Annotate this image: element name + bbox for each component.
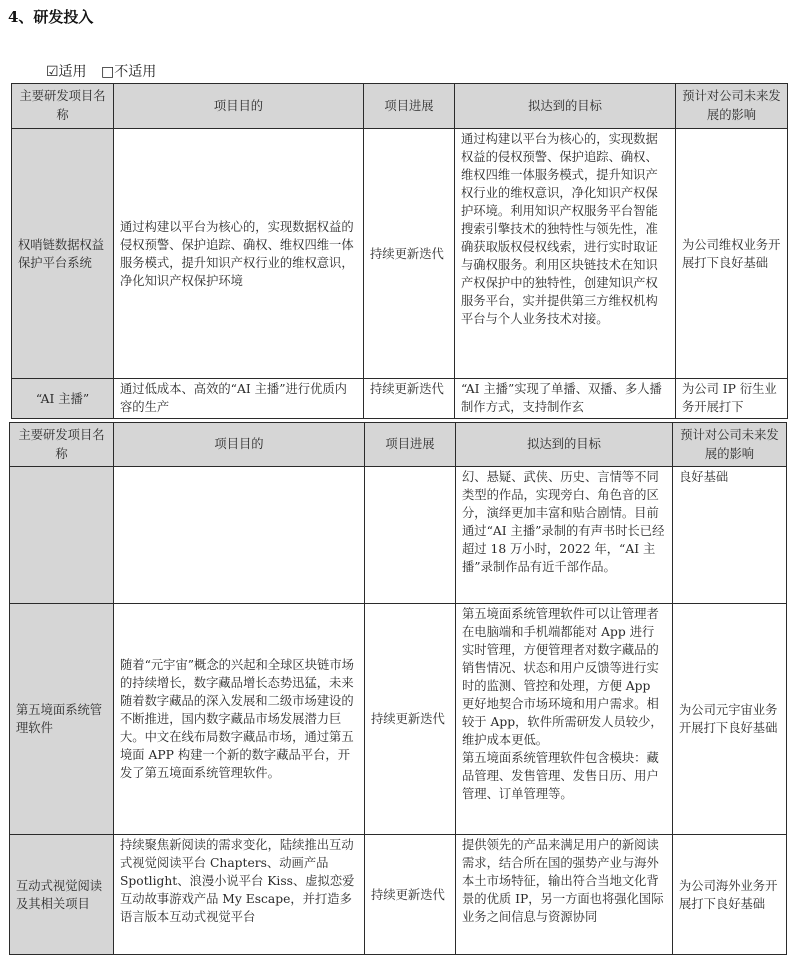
- project-name: 第五境面系统管理软件: [10, 604, 114, 835]
- header-project-name: 主要研发项目名称: [10, 423, 114, 467]
- project-goal: 提供领先的产品来满足用户的新阅读需求，结合所在国的强势产业与海外本土市场特征，输出符合当地文化背景的优质 IP，另一方面也将强化国际业务之间信息与资源协同: [456, 835, 673, 955]
- table-row: [12, 379, 788, 419]
- table-header-row: [10, 423, 787, 467]
- project-purpose-empty: [114, 467, 365, 604]
- not-applicable-checkbox[interactable]: □不适用: [101, 64, 157, 80]
- applicable-checkbox[interactable]: ☑适用: [46, 64, 87, 80]
- project-purpose: 持续聚焦新阅读的需求变化，陆续推出互动式视觉阅读平台 Chapters、动画产品 Spotlight、浪漫小说平台 Kiss、虚拟恋爱互动故事游戏产品 My Escape，并打造多语言版本互动式视觉平台: [114, 835, 365, 955]
- project-purpose: 通过构建以平台为核心的，实现数据权益的侵权预警、保护追踪、确权、维权四维一体服务模式，提升知识产权行业的维权意识，净化知识产权保护环境: [114, 129, 364, 379]
- header-purpose: 项目目的: [114, 423, 365, 467]
- project-impact: 为公司海外业务开展打下良好基础: [673, 835, 787, 955]
- project-name: “AI 主播”: [12, 379, 114, 419]
- table-row: [10, 835, 787, 955]
- project-impact: 良好基础: [673, 467, 787, 604]
- project-purpose: 随着“元宇宙”概念的兴起和全球区块链市场的持续增长，数字藏品增长态势迅猛，未来随着数字藏品的深入发展和二级市场建设的不断推进，国内数字藏品市场发展潜力巨大。中文在线布局数字藏品市场，通过第五境面 APP 构建一个新的数字藏品平台，开发了第五境面系统管理软件。: [114, 604, 365, 835]
- table-header-row: [12, 84, 788, 129]
- header-progress: 项目进展: [364, 84, 455, 129]
- project-impact: 为公司元宇宙业务开展打下良好基础: [673, 604, 787, 835]
- section-heading: 4、研发投入: [8, 8, 94, 26]
- project-purpose: 通过低成本、高效的“AI 主播”进行优质内容的生产: [114, 379, 364, 419]
- project-goal: 幻、悬疑、武侠、历史、言情等不同类型的作品，实现旁白、角色音的区分，演绎更加丰富和贴合剧情。目前通过“AI 主播”录制的有声书时长已经超过 18 万小时，2022 年，“AI 主播”录制作品有近千部作品。: [456, 467, 673, 604]
- project-progress: 持续更新迭代: [365, 835, 456, 955]
- project-name: 互动式视觉阅读及其相关项目: [10, 835, 114, 955]
- rd-projects-table-page2: [9, 422, 787, 955]
- header-project-name: 主要研发项目名称: [12, 84, 114, 129]
- project-name-empty: [10, 467, 114, 604]
- table-row: [12, 129, 788, 379]
- project-goal: [456, 604, 673, 835]
- project-goal-modules: 第五境面系统管理软件包含模块：藏品管理、发售管理、发售日历、用户管理、订单管理等。: [462, 751, 659, 801]
- project-progress-empty: [365, 467, 456, 604]
- rd-projects-table-page1: [11, 83, 788, 419]
- project-goal: “AI 主播”实现了单播、双播、多人播制作方式，支持制作玄: [455, 379, 676, 419]
- project-impact: 为公司维权业务开展打下良好基础: [676, 129, 788, 379]
- project-progress: 持续更新迭代: [365, 604, 456, 835]
- header-goal: 拟达到的目标: [455, 84, 676, 129]
- header-progress: 项目进展: [365, 423, 456, 467]
- table-row-continued: [10, 467, 787, 604]
- header-goal: 拟达到的目标: [456, 423, 673, 467]
- applicability-options: [46, 61, 166, 81]
- project-name: 权哨链数据权益保护平台系统: [12, 129, 114, 379]
- project-progress: 持续更新迭代: [364, 379, 455, 419]
- header-purpose: 项目目的: [114, 84, 364, 129]
- table-row: [10, 604, 787, 835]
- header-impact: 预计对公司未来发展的影响: [676, 84, 788, 129]
- project-goal: 通过构建以平台为核心的，实现数据权益的侵权预警、保护追踪、确权、维权四维一体服务模式，提升知识产权行业的维权意识，净化知识产权保护环境。利用知识产权服务平台智能搜索引擎技术的独特性与领先性，准确获取版权侵权线索，进行实时取证与确权服务。利用区块链技术在知识产权保护中的独特性，创建知识产权服务平台，实并提供第三方维权机构平台与个人业务技术对接。: [455, 129, 676, 379]
- project-impact: 为公司 IP 衍生业务开展打下: [676, 379, 788, 419]
- project-progress: 持续更新迭代: [364, 129, 455, 379]
- header-impact: 预计对公司未来发展的影响: [673, 423, 787, 467]
- project-goal-text: 第五境面系统管理软件可以让管理者在电脑端和手机端都能对 App 进行实时管理，方便管理者对数字藏品的销售情况、状态和用户反馈等进行实时的监测、管控和处理，方便 App 更好地契合市场环境和用户需求。相较于 App，软件所需研发人员较少，维护成本更低。: [462, 607, 663, 747]
